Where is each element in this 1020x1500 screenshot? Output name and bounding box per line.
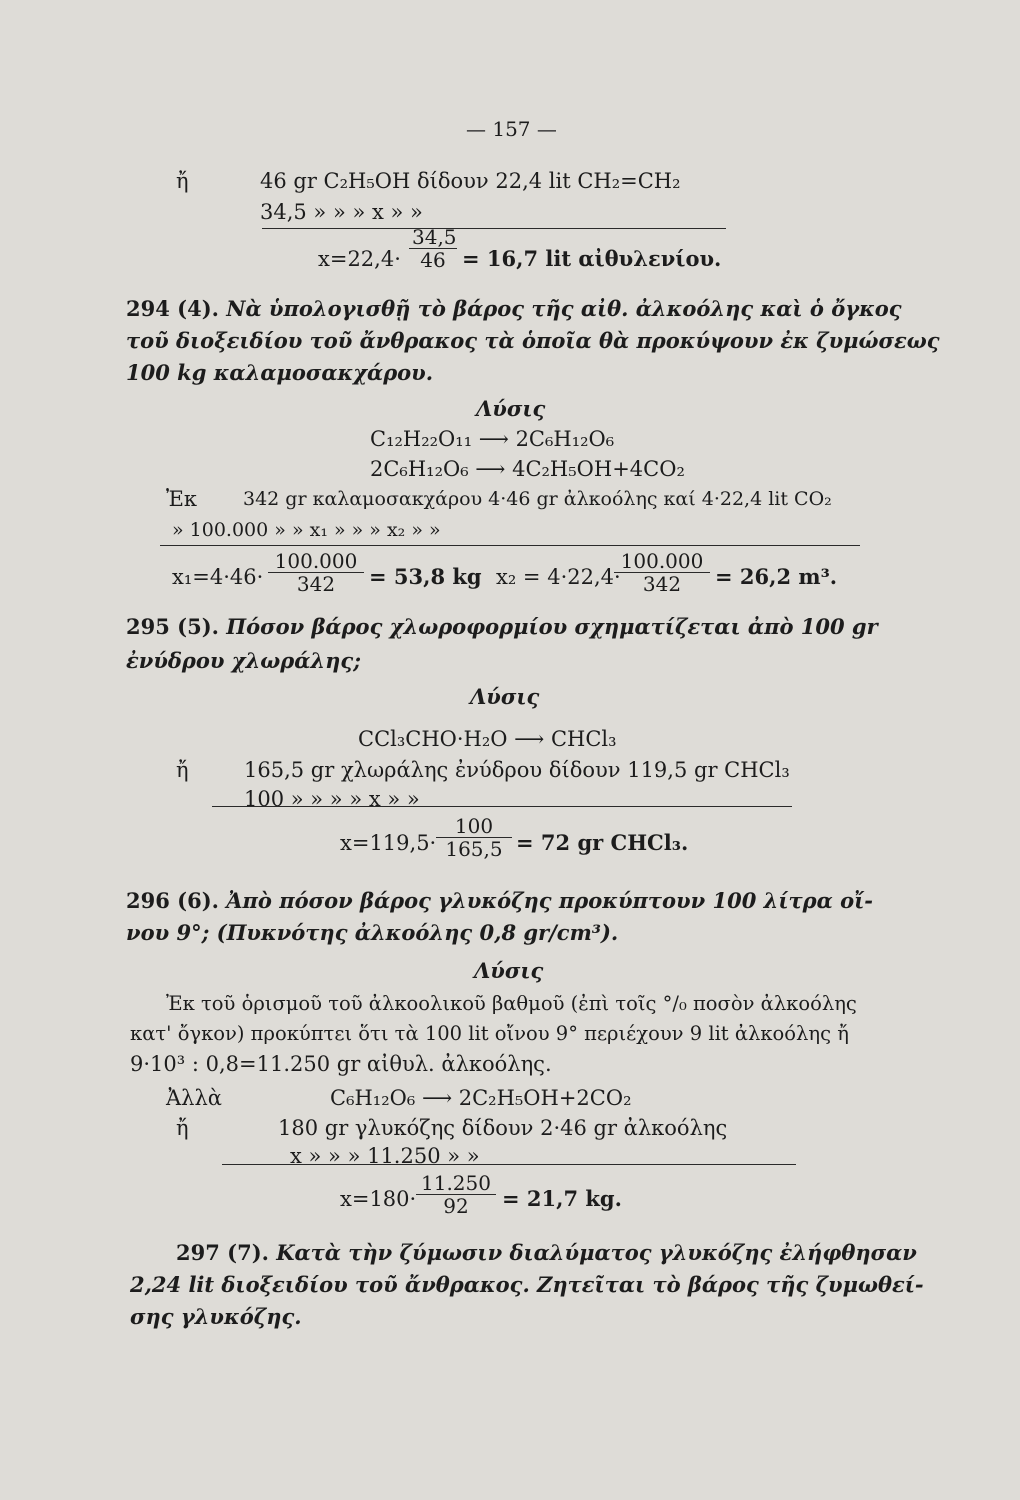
formula-result: = 53,8 kg [369,564,482,589]
fraction-numerator: 11.250 [416,1172,496,1195]
problem-text: ἐνύδρου χλωράλης; [126,648,361,673]
solution-heading: Λύσις [474,958,544,983]
fraction-denominator: 165,5 [445,837,503,861]
eta-label: ἤ [176,1116,189,1140]
solution-heading: Λύσις [476,396,546,421]
problem-number: 295 (5). [126,614,219,639]
fraction-denominator: 342 [642,572,682,596]
fraction-numerator: 34,5 [409,226,457,249]
rule-line [262,228,726,229]
solution-heading: Λύσις [470,684,540,709]
fraction-numerator: 100.000 [614,550,710,573]
problem-text: Κατὰ τὴν ζύμωσιν διαλύματος γλυκόζης ἐλήφθησαν [276,1240,917,1265]
fraction-denominator: 342 [296,572,336,596]
fraction [436,815,512,860]
problem-text: 2,24 lit διοξειδίου τοῦ ἄνθρακος. Ζητεῖται τὸ βάρος τῆς ζυμωθεί- [130,1272,924,1297]
alla-label: Ἀλλὰ [166,1086,222,1110]
fraction [409,226,457,271]
formula-result: = 21,7 kg. [502,1186,622,1211]
proportion-row: 165,5 gr χλωράλης ἐνύδρου δίδουν 119,5 gr CHCl₃ [244,758,790,782]
fraction-denominator: 46 [420,248,446,272]
problem-text: σης γλυκόζης. [130,1304,302,1329]
page-number: — 157 — [466,117,557,141]
equation-row: 46 gr C₂H₅OH δίδουν 22,4 lit CH₂=CH₂ [260,169,681,193]
fraction-numerator: 100 [436,815,512,838]
formula-lhs: x=180· [340,1187,417,1211]
fraction [416,1172,496,1217]
proportion-row: » 100.000 » » x₁ » » » x₂ » » [172,519,441,541]
problem-295 [126,612,878,642]
eta-label: ἤ [176,169,189,193]
rule-line [212,806,792,807]
problem-text: Ἀπὸ πόσον βάρος γλυκόζης προκύπτουν 100 λίτρα οἴ- [226,888,873,913]
rule-line [160,545,860,546]
paragraph-line: Ἐκ τοῦ ὁρισμοῦ τοῦ ἀλκοολικοῦ βαθμοῦ (ἐπὶ τοῖς °/₀ ποσὸν ἀλκοόλης [166,992,857,1015]
reaction-equation: C₆H₁₂O₆ ⟶ 2C₂H₅OH+2CO₂ [330,1086,632,1110]
reaction-equation: CCl₃CHO·H₂O ⟶ CHCl₃ [358,727,617,751]
problem-text: 100 kg καλαμοσακχάρου. [126,360,434,385]
reaction-equation: C₁₂H₂₂O₁₁ ⟶ 2C₆H₁₂O₆ [370,427,615,451]
proportion-row: 180 gr γλυκόζης δίδουν 2·46 gr ἀλκοόλης [278,1116,728,1140]
problem-296 [126,886,873,916]
fraction [614,550,710,595]
formula-lhs: x₁=4·46· [172,565,264,589]
proportion-row: x » » » 11.250 » » [290,1144,480,1168]
formula-result: = 72 gr CHCl₃. [516,830,689,855]
problem-297 [176,1238,917,1268]
equation-row: 34,5 » » » x » » [260,200,423,224]
formula-lhs: x₂ = 4·22,4· [496,565,621,589]
problem-number: 297 (7). [176,1240,269,1265]
fraction-numerator: 100.000 [268,550,364,573]
fraction-denominator: 92 [443,1194,469,1218]
problem-text: Νὰ ὑπολογισθῇ τὸ βάρος τῆς αἰθ. ἀλκοόλης καὶ ὁ ὄγκος [226,296,902,321]
formula-lhs: x=22,4· [318,247,401,271]
formula-lhs: x=119,5· [340,831,437,855]
fraction [268,550,364,595]
rule-line [222,1164,796,1165]
formula-result: = 26,2 m³. [715,564,838,589]
proportion-row: 342 gr καλαμοσακχάρου 4·46 gr ἀλκοόλης καί 4·22,4 lit CO₂ [243,488,832,510]
proportion-row: 100 » » » » x » » [244,787,420,811]
eta-label: ἤ [176,758,189,782]
problem-text: Πόσον βάρος χλωροφορμίου σχηματίζεται ἀπὸ 100 gr [226,614,878,639]
problem-text: νου 9°; (Πυκνότης ἀλκοόλης 0,8 gr/cm³). [126,920,619,945]
paragraph-line: κατ' ὄγκον) προκύπτει ὅτι τὰ 100 lit οἴνου 9° περιέχουν 9 lit ἀλκοόλης ἤ [130,1022,849,1045]
problem-294 [126,294,902,324]
formula-result: = 16,7 lit αἰθυλενίου. [462,246,722,271]
problem-number: 296 (6). [126,888,219,913]
problem-text: τοῦ διοξειδίου τοῦ ἄνθρακος τὰ ὁποῖα θὰ προκύψουν ἐκ ζυμώσεως [126,328,940,353]
reaction-equation: 2C₆H₁₂O₆ ⟶ 4C₂H₅OH+4CO₂ [370,457,685,481]
paragraph-line: 9·10³ : 0,8=11.250 gr αἰθυλ. ἀλκοόλης. [130,1052,552,1076]
ek-label: Ἐκ [166,487,198,511]
problem-number: 294 (4). [126,296,219,321]
